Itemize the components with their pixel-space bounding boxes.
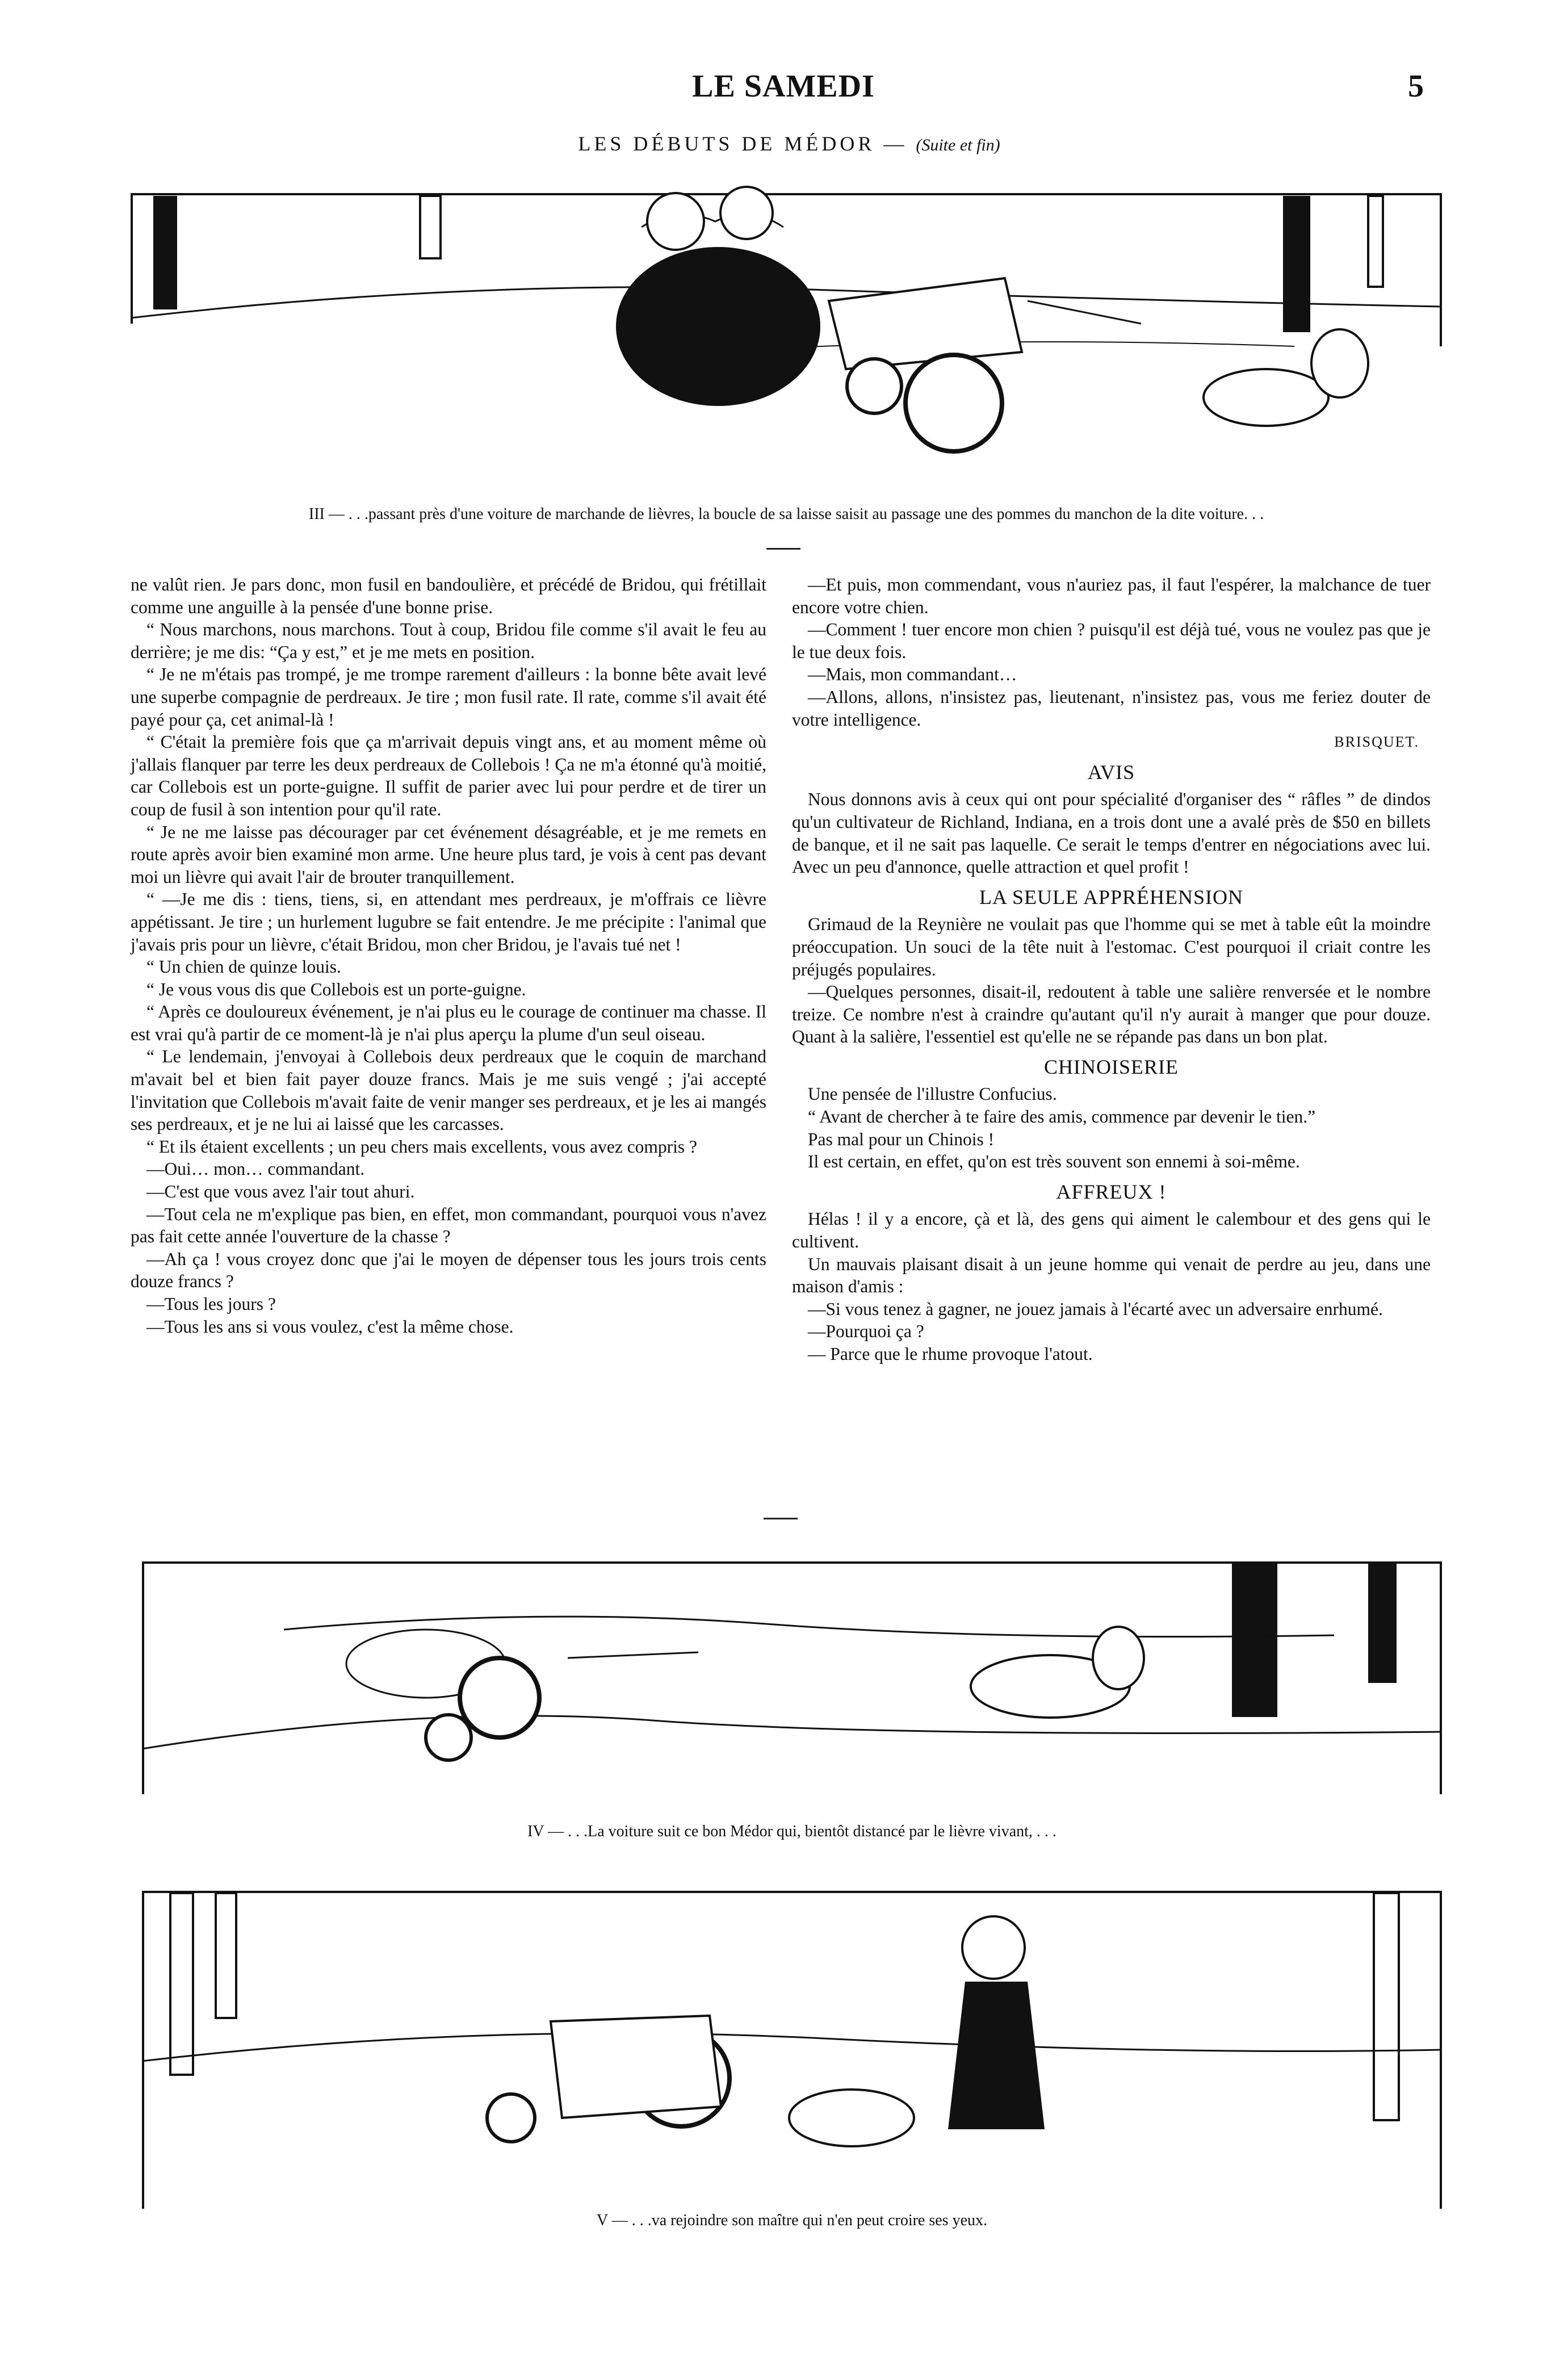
illustration-iii-caption: III — . . .passant près d'une voiture de marchande de lièvres, la boucle de sa laisse saisit au passage une des pommes du manchon de la dite voiture. . . (308, 505, 1264, 523)
left-paragraph: “ Je vous vous dis que Collebois est un porte-guigne. (146, 979, 526, 999)
author-signature: BRISQUET. (1334, 734, 1419, 751)
section-paragraph: Un mauvais plaisant disait à un jeune homme qui venait de perdre au jeu, dans une maison d'amis : (792, 1254, 1431, 1297)
section-paragraph: “ Avant de chercher à te faire des amis, commence par devenir le tien.” (808, 1107, 1316, 1127)
illustration-iv-drawing (142, 1544, 1442, 1851)
masthead (0, 68, 1568, 114)
illustration-iii (131, 165, 1442, 523)
left-paragraph: “ Nous marchons, nous marchons. Tout à coup, Bridou file comme s'il avait le feu au derrière; je me dis: “Ça y est,” et je me mets en position. (131, 619, 766, 662)
story-title-suffix: (Suite et fin) (916, 136, 1000, 154)
left-paragraph: “ Je ne me laisse pas décourager par cet événement désagréable, et je me remets en route après avoir bien examiné mon arme. Une heure plus tard, je vois à cent pas devant moi un lièvre qui avait l'air de brouter tranquillement. (131, 822, 766, 887)
page-number: 5 (1408, 69, 1424, 104)
section-paragraph: Une pensée de l'illustre Confucius. (808, 1084, 1057, 1104)
section-heading: AVIS (1087, 760, 1135, 784)
left-column (131, 573, 766, 1338)
section-heading: LA SEULE APPRÉHENSION (979, 885, 1244, 908)
left-paragraph: —Tous les jours ? (146, 1294, 276, 1314)
section-paragraph: Hélas ! il y a encore, çà et là, des gens qui aiment le calembour et des gens qui le cultivent. (792, 1209, 1431, 1252)
left-paragraph: “ Après ce douloureux événement, je n'ai plus eu le courage de continuer ma chasse. Il est vrai qu'à partir de ce moment-là je n'ai plus aperçu la plume d'un seul oiseau. (131, 1002, 766, 1044)
section-paragraph: Pas mal pour un Chinois ! (808, 1129, 995, 1149)
illustration-iv-caption: IV — . . .La voiture suit ce bon Médor qui, bientôt distancé par le lièvre vivant, . . . (527, 1823, 1056, 1840)
divider (766, 548, 800, 550)
left-paragraph: —C'est que vous avez l'air tout ahuri. (146, 1182, 415, 1202)
section-paragraph: —Pourquoi ça ? (808, 1321, 924, 1342)
left-paragraph: —Tous les ans si vous voulez, c'est la même chose. (146, 1316, 514, 1337)
left-paragraph: ne valût rien. Je pars donc, mon fusil en bandoulière, et précédé de Bridou, qui frétillait comme une anguille à la pensée d'une bonne prise. (131, 575, 766, 617)
story-title-text: LES DÉBUTS DE MÉDOR — (578, 132, 908, 155)
illustration-iv (142, 1544, 1442, 1851)
left-paragraph: “ Et ils étaient excellents ; un peu chers mais excellents, vous avez compris ? (146, 1136, 698, 1157)
left-paragraph: “ Un chien de quinze louis. (146, 957, 341, 977)
section-paragraph: Il est certain, en effet, qu'on est très souvent son ennemi à soi-même. (808, 1151, 1300, 1172)
illustration-iii-drawing (131, 165, 1442, 505)
right-paragraph: —Mais, mon commandant… (808, 664, 1017, 685)
section-heading: AFFREUX ! (1056, 1180, 1167, 1203)
section-paragraph: —Quelques personnes, disait-il, redoutent à table une salière renversée et le nombre treize. Ce nombre n'est à craindre qu'autant qu'il n'y aurait à manger que pour douze. Quant à la salière, l'essentiel est qu'elle ne se répande pas dans un bon plat. (792, 982, 1431, 1047)
illustration-v (142, 1891, 1442, 2231)
right-paragraph: —Et puis, mon commendant, vous n'auriez pas, il faut l'espérer, la malchance de tuer encore votre chien. (792, 575, 1431, 617)
section-paragraph: Grimaud de la Reynière ne voulait pas que l'homme qui se met à table eût la moindre préoccupation. Un souci de la tête nuit à l'estomac. C'est pourquoi il criait contre les préjugés populaires. (792, 914, 1431, 979)
right-paragraph: —Allons, allons, n'insistez pas, lieutenant, n'insistez pas, vous me feriez douter de votre intelligence. (792, 686, 1431, 730)
left-paragraph: “ —Je me dis : tiens, tiens, si, en attendant mes perdreaux, je m'offrais ce lièvre appétissant. Je tire ; un hurlement lugubre se fait entendre. Je me précipite : l'animal que j'avais pris pour un lièvre, c'était Bridou, mon cher Bridou, je l'avais tué net ! (131, 889, 766, 954)
story-title (397, 132, 1181, 156)
right-paragraph: —Comment ! tuer encore mon chien ? puisqu'il est déjà tué, vous ne voulez pas que je le tue deux fois. (792, 619, 1431, 662)
left-paragraph: “ C'était la première fois que ça m'arrivait depuis vingt ans, et au moment même où j'allais flanquer par terre les deux perdreaux de Collebois ! Ça ne m'a étonné qu'à moitié, car Collebois est un porte-guigne. Il suffit de parier avec lui pour perdre et de tirer un coup de fusil à son intention pour qu'il rate. (131, 732, 766, 819)
section-paragraph: —Si vous tenez à gagner, ne jouez jamais à l'écarté avec un adversaire enrhumé. (808, 1299, 1383, 1319)
section-paragraph: Nous donnons avis à ceux qui ont pour spécialité d'organiser des “ râfles ” de dindos qu'un cultivateur de Richland, Indiana, en a trois dont une a avalé près de $50 en billets de banque, et il ne sait pas laquelle. Ce serait le temps d'entrer en négociations avec lui. Avec un peu d'annonce, quelle attraction et quel profit ! (792, 789, 1431, 877)
right-column (792, 573, 1431, 1366)
left-paragraph: “ Je ne m'étais pas trompé, je me trompe rarement d'ailleurs : la bonne bête avait levé une superbe compagnie de perdreaux. Je tire ; mon fusil rate. Il rate, comme s'il avait été payé pour ça, cet animal-là ! (131, 664, 766, 730)
left-paragraph: “ Le lendemain, j'envoyai à Collebois deux perdreaux que le coquin de marchand m'avait bel et bien fait payer douze francs. Mais je me suis vengé ; j'ai accepté l'invitation que Collebois m'avait faite de venir manger ses perdreaux, et je les ai mangés ses perdreaux, et je ne lui ai laissé que les carcasses. (131, 1046, 766, 1134)
section-heading: CHINOISERIE (1044, 1055, 1179, 1078)
left-paragraph: —Oui… mon… commandant. (146, 1159, 365, 1179)
illustration-v-drawing (142, 1891, 1442, 2231)
page-title: LE SAMEDI (692, 69, 875, 104)
divider (764, 1518, 798, 1519)
left-paragraph: —Tout cela ne m'explique pas bien, en effet, mon commandant, pourquoi vous n'avez pas fait cette année l'ouverture de la chasse ? (131, 1204, 766, 1247)
section-paragraph: — Parce que le rhume provoque l'atout. (808, 1344, 1093, 1364)
illustration-v-caption: V — . . .va rejoindre son maître qui n'en peut croire ses yeux. (596, 2212, 987, 2229)
left-paragraph: —Ah ça ! vous croyez donc que j'ai le moyen de dépenser tous les jours trois cents douze francs ? (131, 1249, 766, 1292)
